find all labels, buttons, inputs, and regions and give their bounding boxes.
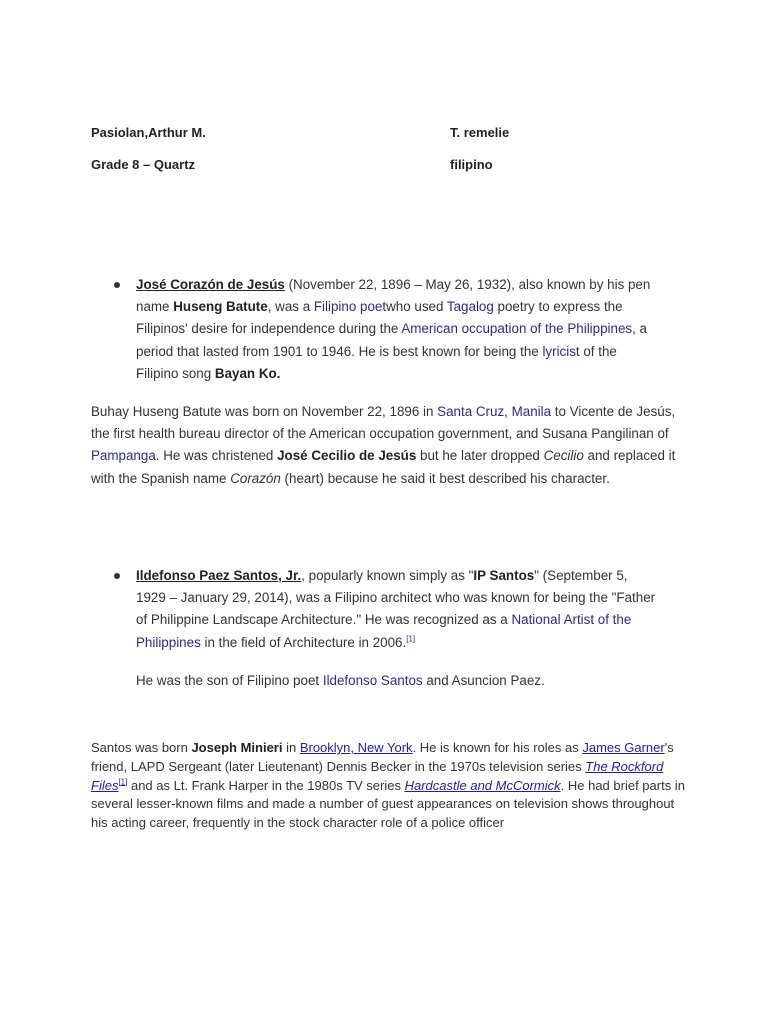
nickname: IP Santos [473,568,535,583]
corazon-italic: Corazón [230,470,281,486]
brooklyn-link[interactable]: Brooklyn, New York [299,740,413,755]
santa-cruz-link[interactable]: Santa Cruz [437,404,505,419]
tagalog-link[interactable]: Tagalog [446,299,494,315]
paragraph-santos-born: Santos was born Joseph Minieri in Brooklyn, New York. He is known for his roles as James Garner's friend, LAPD Sergeant (later Lieutenant) Dennis Becker in the 1970s television series The Rockford Files[1] and as Lt. Frank Harper in the 1980s TV series Hardcastle and McCormick. He had brief parts in several lesser-known films and made a number of guest appearances on television shows throughout his acting career, frequently in the stock character role of a police officer [91,740,685,831]
national-artist-link[interactable]: National Artist of the Philippines [136,612,632,650]
birth-name: Joseph Minieri [191,740,283,755]
cecilio-italic: Cecilio [543,448,584,464]
subject-name: filipino [450,157,493,172]
reference-link[interactable]: [1] [406,634,416,644]
song-title: Bayan Ko. [214,365,281,381]
bio-ip-santos: Ildefonso Paez Santos, Jr., popularly known simply as "IP Santos" (September 5, 1929 – January 29, 2014), was a Filipino architect who was known for being the "Father of Philippine Landscape Architecture." He was recognized as a National Artist of the Philippines in the field of Architecture in 2006.[1] [136,568,656,650]
student-name: Pasiolan,Arthur M. [91,125,206,140]
pen-name: Huseng Batute [173,299,268,315]
manila-link[interactable]: Manila [511,404,552,419]
lyricist-link[interactable]: lyricist [542,343,580,359]
james-garner-link[interactable]: James Garner [582,740,665,755]
person-name-link[interactable]: Ildefonso Paez Santos, Jr. [136,568,302,583]
american-occupation-link[interactable]: American occupation of the Philippines [401,321,633,337]
filipino-poet-link[interactable]: Filipino poet [313,299,387,315]
christened-name: José Cecilio de Jesús [277,448,417,464]
bullet-marker [114,282,120,288]
hardcastle-link[interactable]: Hardcastle and McCormick [404,777,561,793]
bio-jose-corazon: José Corazón de Jesús (November 22, 1896 – May 26, 1932), also known by his pen name Huseng Batute, was a Filipino poetwho used Tagalog poetry to express the Filipinos' desire for independence during the American occupation of the Philippines, a period that lasted from 1901 to 1946. He is best known for being the lyricist of the Filipino song Bayan Ko. [136,277,651,381]
grade-section: Grade 8 – Quartz [91,157,196,172]
person-name-link[interactable]: José Corazón de Jesús [136,277,285,292]
reference-link[interactable]: [1] [118,777,128,787]
paragraph-buhay: Buhay Huseng Batute was born on November 22, 1896 in Santa Cruz, Manila to Vicente de Jesús, the first health bureau director of the American occupation government, and Susana Pangilinan of Pampanga. He was christened José Cecilio de Jesús but he later dropped Cecilio and replaced it with the Spanish name Corazón (heart) because he said it best described his character. [91,404,676,486]
rockford-files-link[interactable]: The Rockford Files [91,758,664,793]
pampanga-link[interactable]: Pampanga [91,448,156,464]
teacher-name: T. remelie [450,125,510,140]
son-of-line: He was the son of Filipino poet Ildefonso Santos and Asuncion Paez. [136,673,545,688]
bullet-marker [114,573,120,579]
ildefonso-santos-link[interactable]: Ildefonso Santos [322,673,423,688]
